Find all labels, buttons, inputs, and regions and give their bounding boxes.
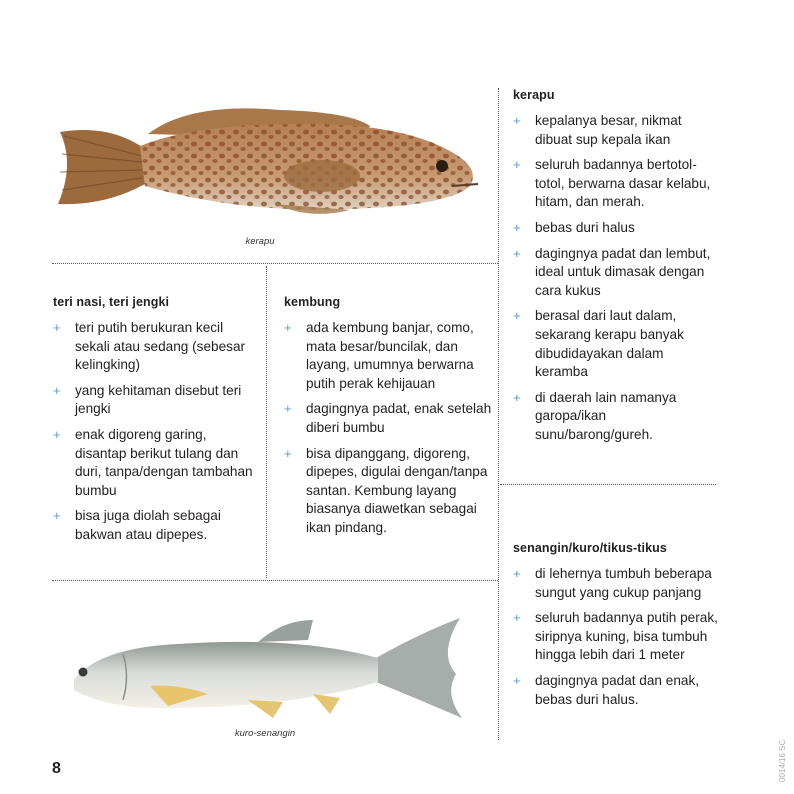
list-item: + teri putih berukuran kecil sekali atau sedang (sebesar kelingking) [53, 320, 246, 373]
list-item: + yang kehitaman disebut teri jengki [53, 382, 242, 417]
kerapu-list [513, 112, 718, 445]
plus-icon: + [513, 389, 521, 405]
senangin-list [513, 565, 718, 709]
kembung-section [284, 295, 492, 545]
plus-icon: + [53, 320, 61, 335]
list-item: + ada kembung banjar, como, mata besar/buncilak, dan layang, umumnya berwarna putih perak kehijauan [284, 320, 474, 391]
side-code: 0014/16 SC [778, 739, 787, 782]
page-number: 8 [52, 760, 61, 777]
plus-icon: + [513, 672, 521, 688]
plus-icon: + [513, 113, 521, 128]
section-divider-top [52, 263, 498, 264]
column-divider-right [498, 88, 499, 740]
teri-heading: teri nasi, teri jengki [53, 295, 170, 309]
kerapu-heading: kerapu [513, 88, 555, 102]
plus-icon: + [513, 610, 521, 626]
section-divider-right [500, 484, 716, 485]
teri-list [53, 319, 258, 545]
senangin-heading: senangin/kuro/tikus-tikus [513, 541, 667, 555]
kerapu-fish-image [50, 104, 480, 226]
senangin-section [513, 541, 718, 716]
teri-section [53, 295, 258, 552]
kembung-heading: kembung [284, 295, 341, 309]
list-item: + di lehernya tumbuh beberapa sungut yang cukup panjang [513, 566, 712, 600]
list-item: + bisa juga diolah sebagai bakwan atau dipepes. [53, 508, 221, 542]
list-item: + dagingnya padat, enak setelah diberi bumbu [284, 401, 492, 435]
plus-icon: + [513, 157, 521, 173]
plus-icon: + [53, 426, 61, 442]
plus-icon: + [53, 382, 61, 398]
list-item: + seluruh badannya bertotol-totol, berwarna dasar kelabu, hitam, dan merah. [513, 157, 711, 210]
plus-icon: + [513, 245, 521, 261]
kerapu-section [513, 88, 718, 452]
plus-icon: + [513, 566, 521, 581]
column-divider-middle [266, 266, 267, 578]
kuro-senangin-fish-image [68, 614, 464, 722]
list-item: + seluruh badannya putih perak, siripnya kuning, bisa tumbuh hingga lebih dari 1 meter [513, 610, 718, 663]
kerapu-caption: kerapu [245, 236, 275, 247]
list-item: + dagingnya padat dan enak, bebas duri halus. [513, 672, 700, 707]
plus-icon: + [513, 219, 521, 235]
list-item: + berasal dari laut dalam, sekarang kerapu banyak dibudidayakan dalam keramba [513, 308, 684, 380]
list-item: + enak digoreng garing, disantap berikut tulang dan duri, tanpa/dengan tambahan bumbu [53, 426, 253, 498]
list-item: + kepalanya besar, nikmat dibuat sup kepala ikan [513, 113, 682, 147]
list-item: + bebas duri halus [513, 219, 718, 238]
list-item: + bisa dipanggang, digoreng, dipepes, digulai dengan/tanpa santan. Kembung layang biasanya diawetkan sebagai ikan pindang. [284, 445, 488, 535]
plus-icon: + [53, 508, 61, 524]
list-item: + dagingnya padat dan lembut, ideal untuk dimasak dengan cara kukus [513, 245, 711, 298]
section-divider-bottom [52, 580, 498, 581]
list-item: + di daerah lain namanya garopa/ikan sunu/barong/gureh. [513, 389, 677, 442]
kembung-list [284, 319, 492, 538]
plus-icon: + [284, 445, 292, 461]
plus-icon: + [284, 401, 292, 417]
plus-icon: + [284, 320, 292, 335]
kuro-senangin-caption: kuro-senangin [234, 728, 296, 739]
plus-icon: + [513, 308, 521, 324]
